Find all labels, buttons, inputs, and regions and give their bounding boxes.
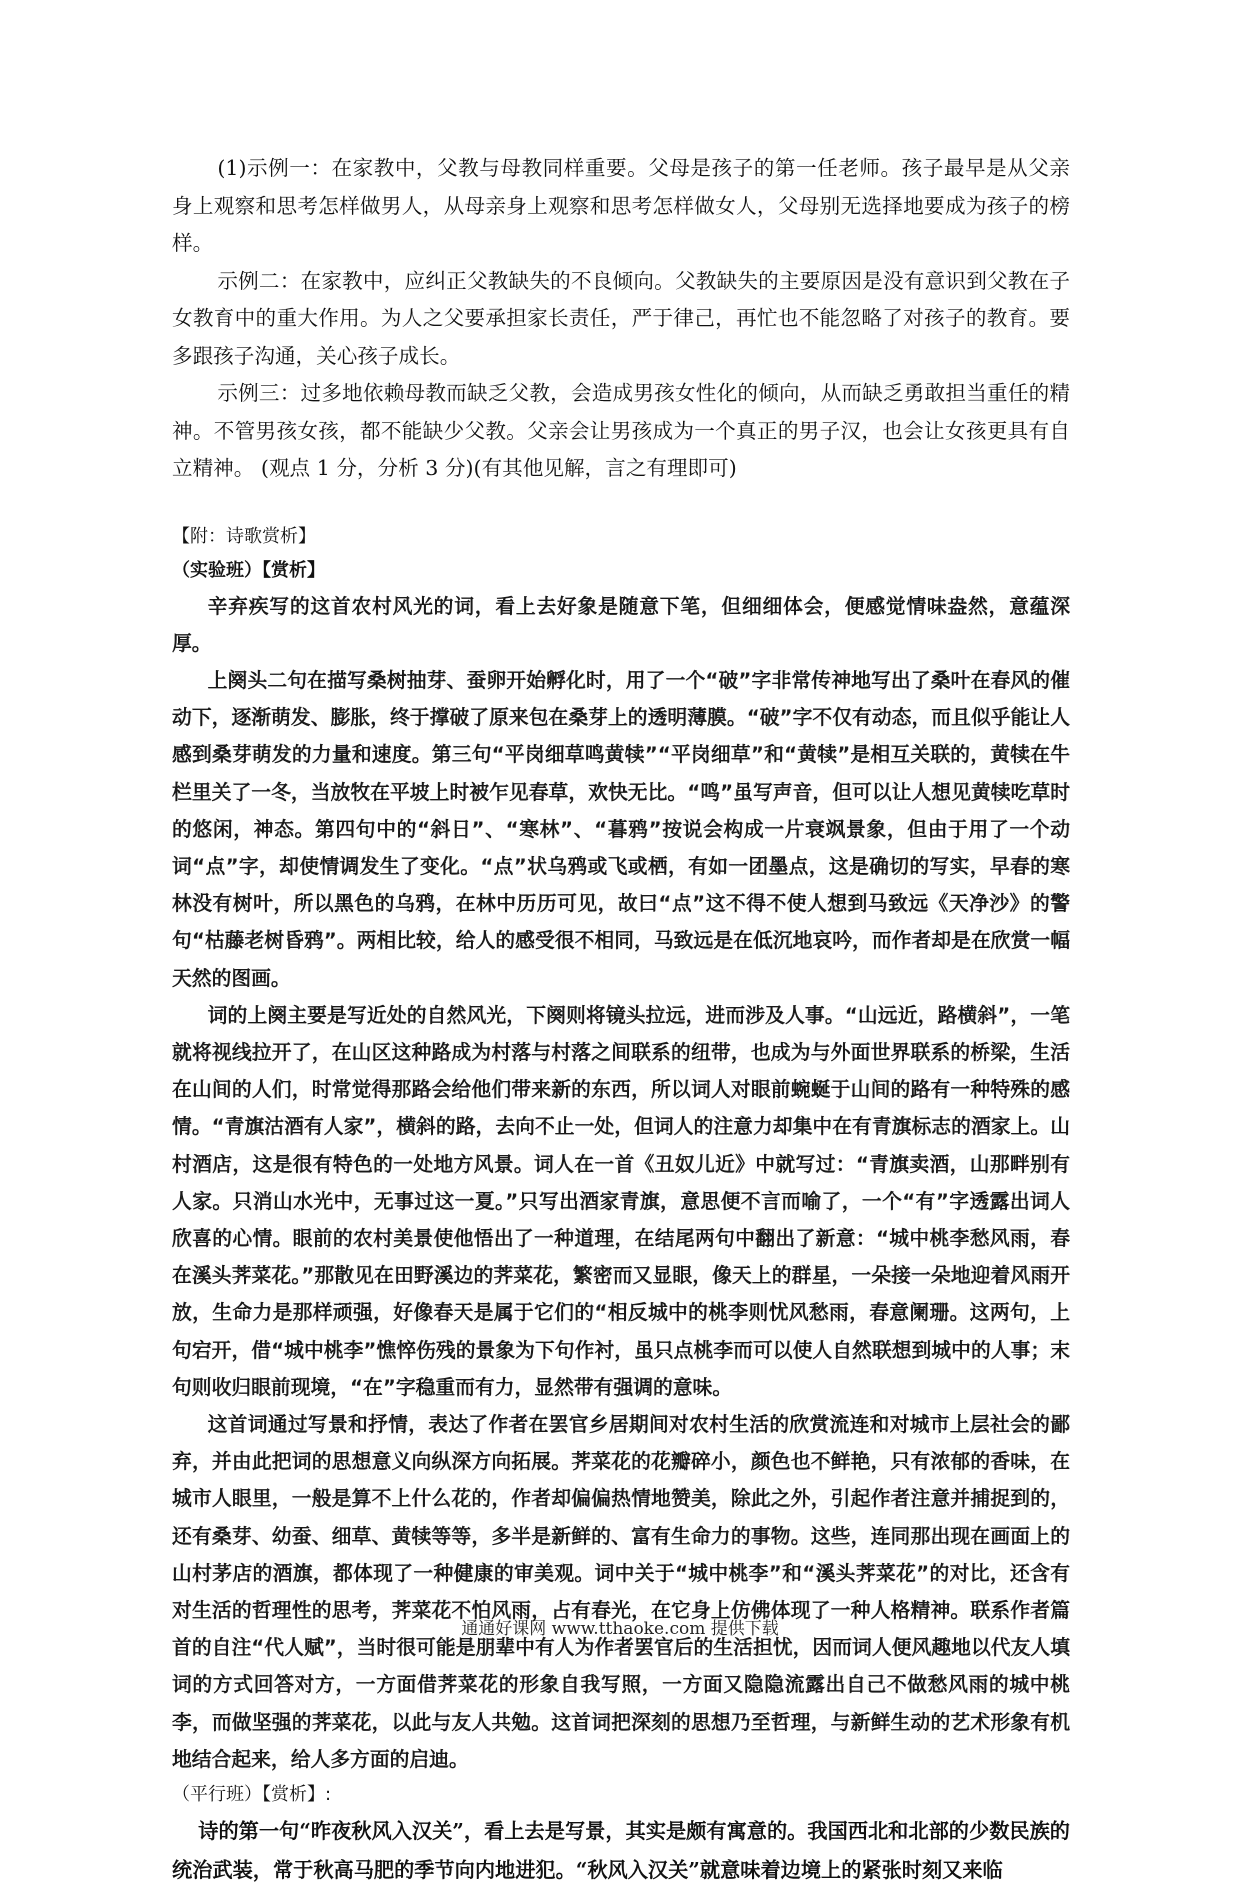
- answer-section: [172, 150, 1070, 488]
- experimental-class-analysis: [172, 588, 1070, 1779]
- parallel-class-heading: （平行班）【赏析】:: [172, 1784, 332, 1805]
- appendix-title: 【附：诗歌赏析】: [172, 525, 316, 547]
- parallel-class-analysis: [172, 1812, 1070, 1890]
- analysis-paragraph: 词的上阕主要是写近处的自然风光，下阕则将镜头拉远，进而涉及人事。“山远近，路横斜”，一笔就将视线拉开了，在山区这种路成为村落与村落之间联系的纽带，也成为与外面世界联系的桥梁，生活在山间的人们，时常觉得那路会给他们带来新的东西，所以词人对眼前蜿蜒于山间的路有一种特殊的感情。“青旗沽酒有人家”，横斜的路，去向不止一处，但词人的注意力却集中在有青旗标志的酒家上。山村酒店，这是很有特色的一处地方风景。词人在一首《丑奴儿近》中就写过：“青旗卖酒，山那畔别有人家。只消山水光中，无事过这一夏。”只写出酒家青旗，意思便不言而喻了，一个“有”字透露出词人欣喜的心情。眼前的农村美景使他悟出了一种道理，在结尾两句中翻出了新意：“城中桃李愁风雨，春在溪头荠菜花。”那散见在田野溪边的荠菜花，繁密而又显眼，像天上的群星，一朵接一朵地迎着风雨开放，生命力是那样顽强，好像春天是属于它们的“相反城中的桃李则忧风愁雨，春意阑珊。这两句，上句宕开，借“城中桃李”憔悴伤残的景象为下句作衬，虽只点桃李而可以使人自然联想到城中的人事；末句则收归眼前现境，“在”字稳重而有力，显然带有强调的意味。: [172, 1003, 1070, 1399]
- analysis-paragraph: 上阕头二句在描写桑树抽芽、蚕卵开始孵化时，用了一个“破”字非常传神地写出了桑叶在春风的催动下，逐渐萌发、膨胀，终于撑破了原来包在桑芽上的透明薄膜。“破”字不仅有动态，而且似乎能让人感到桑芽萌发的力量和速度。第三句“平岗细草鸣黄犊”“平岗细草”和“黄犊”是相互关联的，黄犊在牛栏里关了一冬，当放牧在平坡上时被乍见春草，欢快无比。“鸣”虽写声音，但可以让人想见黄犊吃草时的悠闲，神态。第四句中的“斜日”、“寒林”、“暮鸦”按说会构成一片衰飒景象，但由于用了一个动词“点”字，却使情调发生了变化。“点”状乌鸦或飞或栖，有如一团墨点，这是确切的写实，早春的寒林没有树叶，所以黑色的乌鸦，在林中历历可见，故曰“点”这不得不使人想到马致远《天净沙》的警句“枯藤老树昏鸦”。两相比较，给人的感受很不相同，马致远是在低沉地哀吟，而作者却是在欣赏一幅天然的图画。: [172, 668, 1070, 990]
- answer-example-two: 示例二：在家教中，应纠正父教缺失的不良倾向。父教缺失的主要原因是没有意识到父教在子女教育中的重大作用。为人之父要承担家长责任，严于律己，再忙也不能忽略了对孩子的教育。要多跟孩子沟通，关心孩子成长。: [172, 268, 1070, 368]
- answer-example-three: 示例三：过多地依赖母教而缺乏父教，会造成男孩女性化的倾向，从而缺乏勇敢担当重任的精神。不管男孩女孩，都不能缺少父教。父亲会让男孩成为一个真正的男子汉，也会让女孩更具有自立精神。 (观点 1 分，分析 3 分)(有其他见解，言之有理即可): [172, 381, 1070, 480]
- answer-example-one: (1)示例一：在家教中，父教与母教同样重要。父母是孩子的第一任老师。孩子最早是从父亲身上观察和思考怎样做男人，从母亲身上观察和思考怎样做女人，父母别无选择地要成为孩子的榜样。: [172, 156, 1070, 255]
- experimental-class-heading: （实验班）【赏析】: [172, 559, 325, 581]
- analysis-paragraph: 这首词通过写景和抒情，表达了作者在罢官乡居期间对农村生活的欣赏流连和对城市上层社会的鄙弃，并由此把词的思想意义向纵深方向拓展。荠菜花的花瓣碎小，颜色也不鲜艳，只有浓郁的香味，在城市人眼里，一般是算不上什么花的，作者却偏偏热情地赞美，除此之外，引起作者注意并捕捉到的，还有桑芽、幼蚕、细草、黄犊等等，多半是新鲜的、富有生命力的事物。这些，连同那出现在画面上的山村茅店的酒旗，都体现了一种健康的审美观。词中关于“城中桃李”和“溪头荠菜花”的对比，还含有对生活的哲理性的思考，荠菜花不怕风雨，占有春光，在它身上仿佛体现了一种人格精神。联系作者篇首的自注“代人赋”，当时很可能是朋辈中有人为作者罢官后的生活担忧，因而词人便风趣地以代友人填词的方式回答对方，一方面借荠菜花的形象自我写照，一方面又隐隐流露出自己不做愁风雨的城中桃李，而做坚强的荠菜花，以此与友人共勉。这首词把深刻的思想乃至哲理，与新鲜生动的艺术形象有机地结合起来，给人多方面的启迪。: [172, 1412, 1070, 1771]
- analysis-paragraph: 诗的第一句“昨夜秋风入汉关”，看上去是写景，其实是颇有寓意的。我国西北和北部的少数民族的统治武装，常于秋高马肥的季节向内地进犯。“秋风入汉关”就意味着边境上的紧张时刻又来临: [172, 1819, 1070, 1882]
- page-footer: 通通好课网 www.tthaoke.com 提供下载: [461, 1619, 779, 1639]
- analysis-paragraph: 辛弃疾写的这首农村风光的词，看上去好象是随意下笔，但细细体会，便感觉情味盎然，意蕴深厚。: [172, 594, 1070, 655]
